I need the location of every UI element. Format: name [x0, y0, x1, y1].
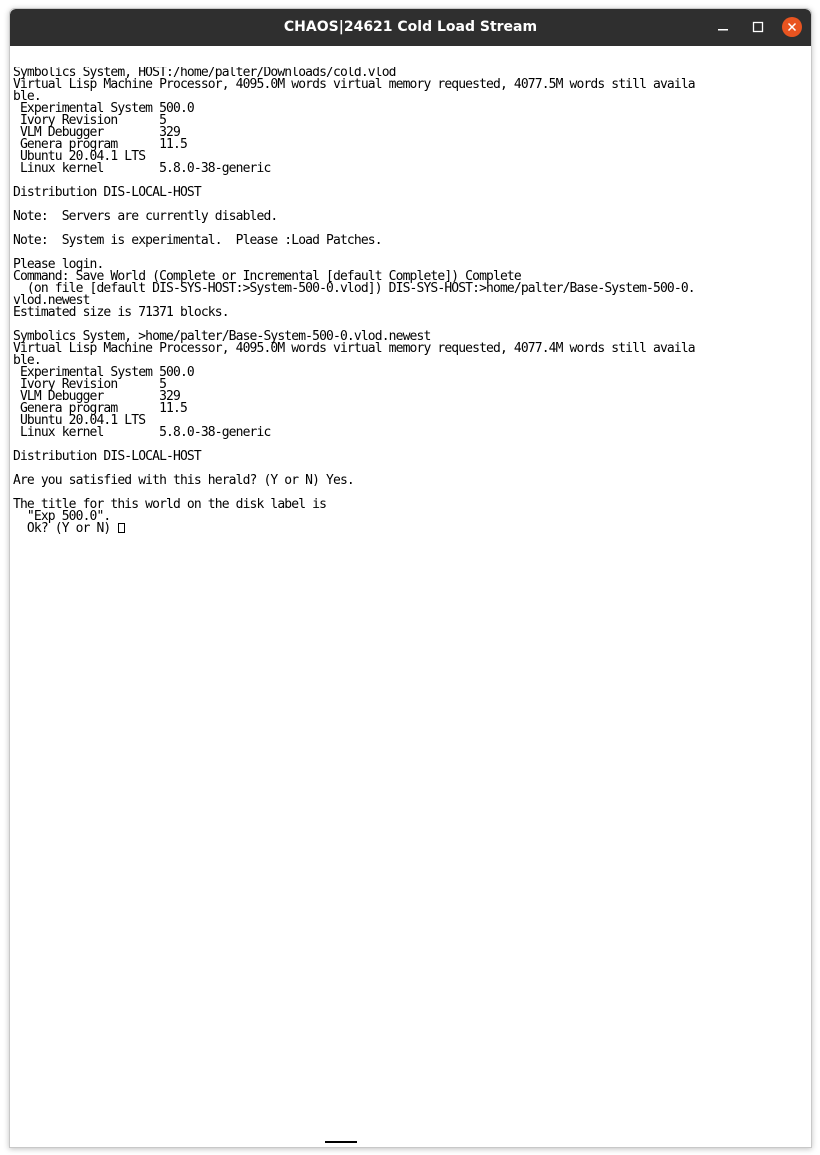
close-icon: [787, 22, 797, 32]
minimize-icon: [717, 21, 729, 33]
terminal-window: [9, 8, 812, 1148]
resize-handle[interactable]: [325, 1141, 357, 1143]
maximize-icon: [752, 21, 764, 33]
text-cursor: [118, 523, 125, 533]
terminal-output[interactable]: [13, 67, 808, 535]
terminal-text: Symbolics System, HOST:/home/palter/Downloads/cold.vlod Virtual Lisp Machine Processor, 4095.0M words virtual memory requested, 4077.5M words still availa ble. Experimental System 500.0 Ivory Revision 5 VLM Debugger 329 Genera program 11.5 Ubuntu 20.04.1 LTS Linux kernel 5.8.0-38-generic Distribution DIS-LOCAL-HOST Note: Servers are currently disabled. Note: System is experimental. Please :Load Patches. Please login. Command: Save World (Complete or Incremental [default Complete]) Complete (on file [default DIS-SYS-HOST:>System-500-0.vlod]) DIS-SYS-HOST:>home/palter/Base-System-500-0. vlod.newest Estimated size is 71371 blocks. Symbolics System, >home/palter/Base-System-500-0.vlod.newest Virtual Lisp Machine Processor, 4095.0M words virtual memory requested, 4077.4M words still availa ble. Experimental System 500.0 Ivory Revision 5 VLM Debugger 329 Genera program 11.5 Ubuntu 20.04.1 LTS Linux kernel 5.8.0-38-generic Distribution DIS-LOCAL-HOST Are you satisfied with this herald? (Y or N) Yes. The title for this world on the disk label is "Exp 500.0". Ok? (Y or N): [13, 67, 695, 535]
minimize-button[interactable]: [713, 17, 733, 37]
titlebar[interactable]: [10, 9, 811, 46]
window-title: CHAOS|24621 Cold Load Stream: [283, 19, 538, 35]
maximize-button[interactable]: [748, 17, 768, 37]
close-button[interactable]: [782, 17, 802, 37]
